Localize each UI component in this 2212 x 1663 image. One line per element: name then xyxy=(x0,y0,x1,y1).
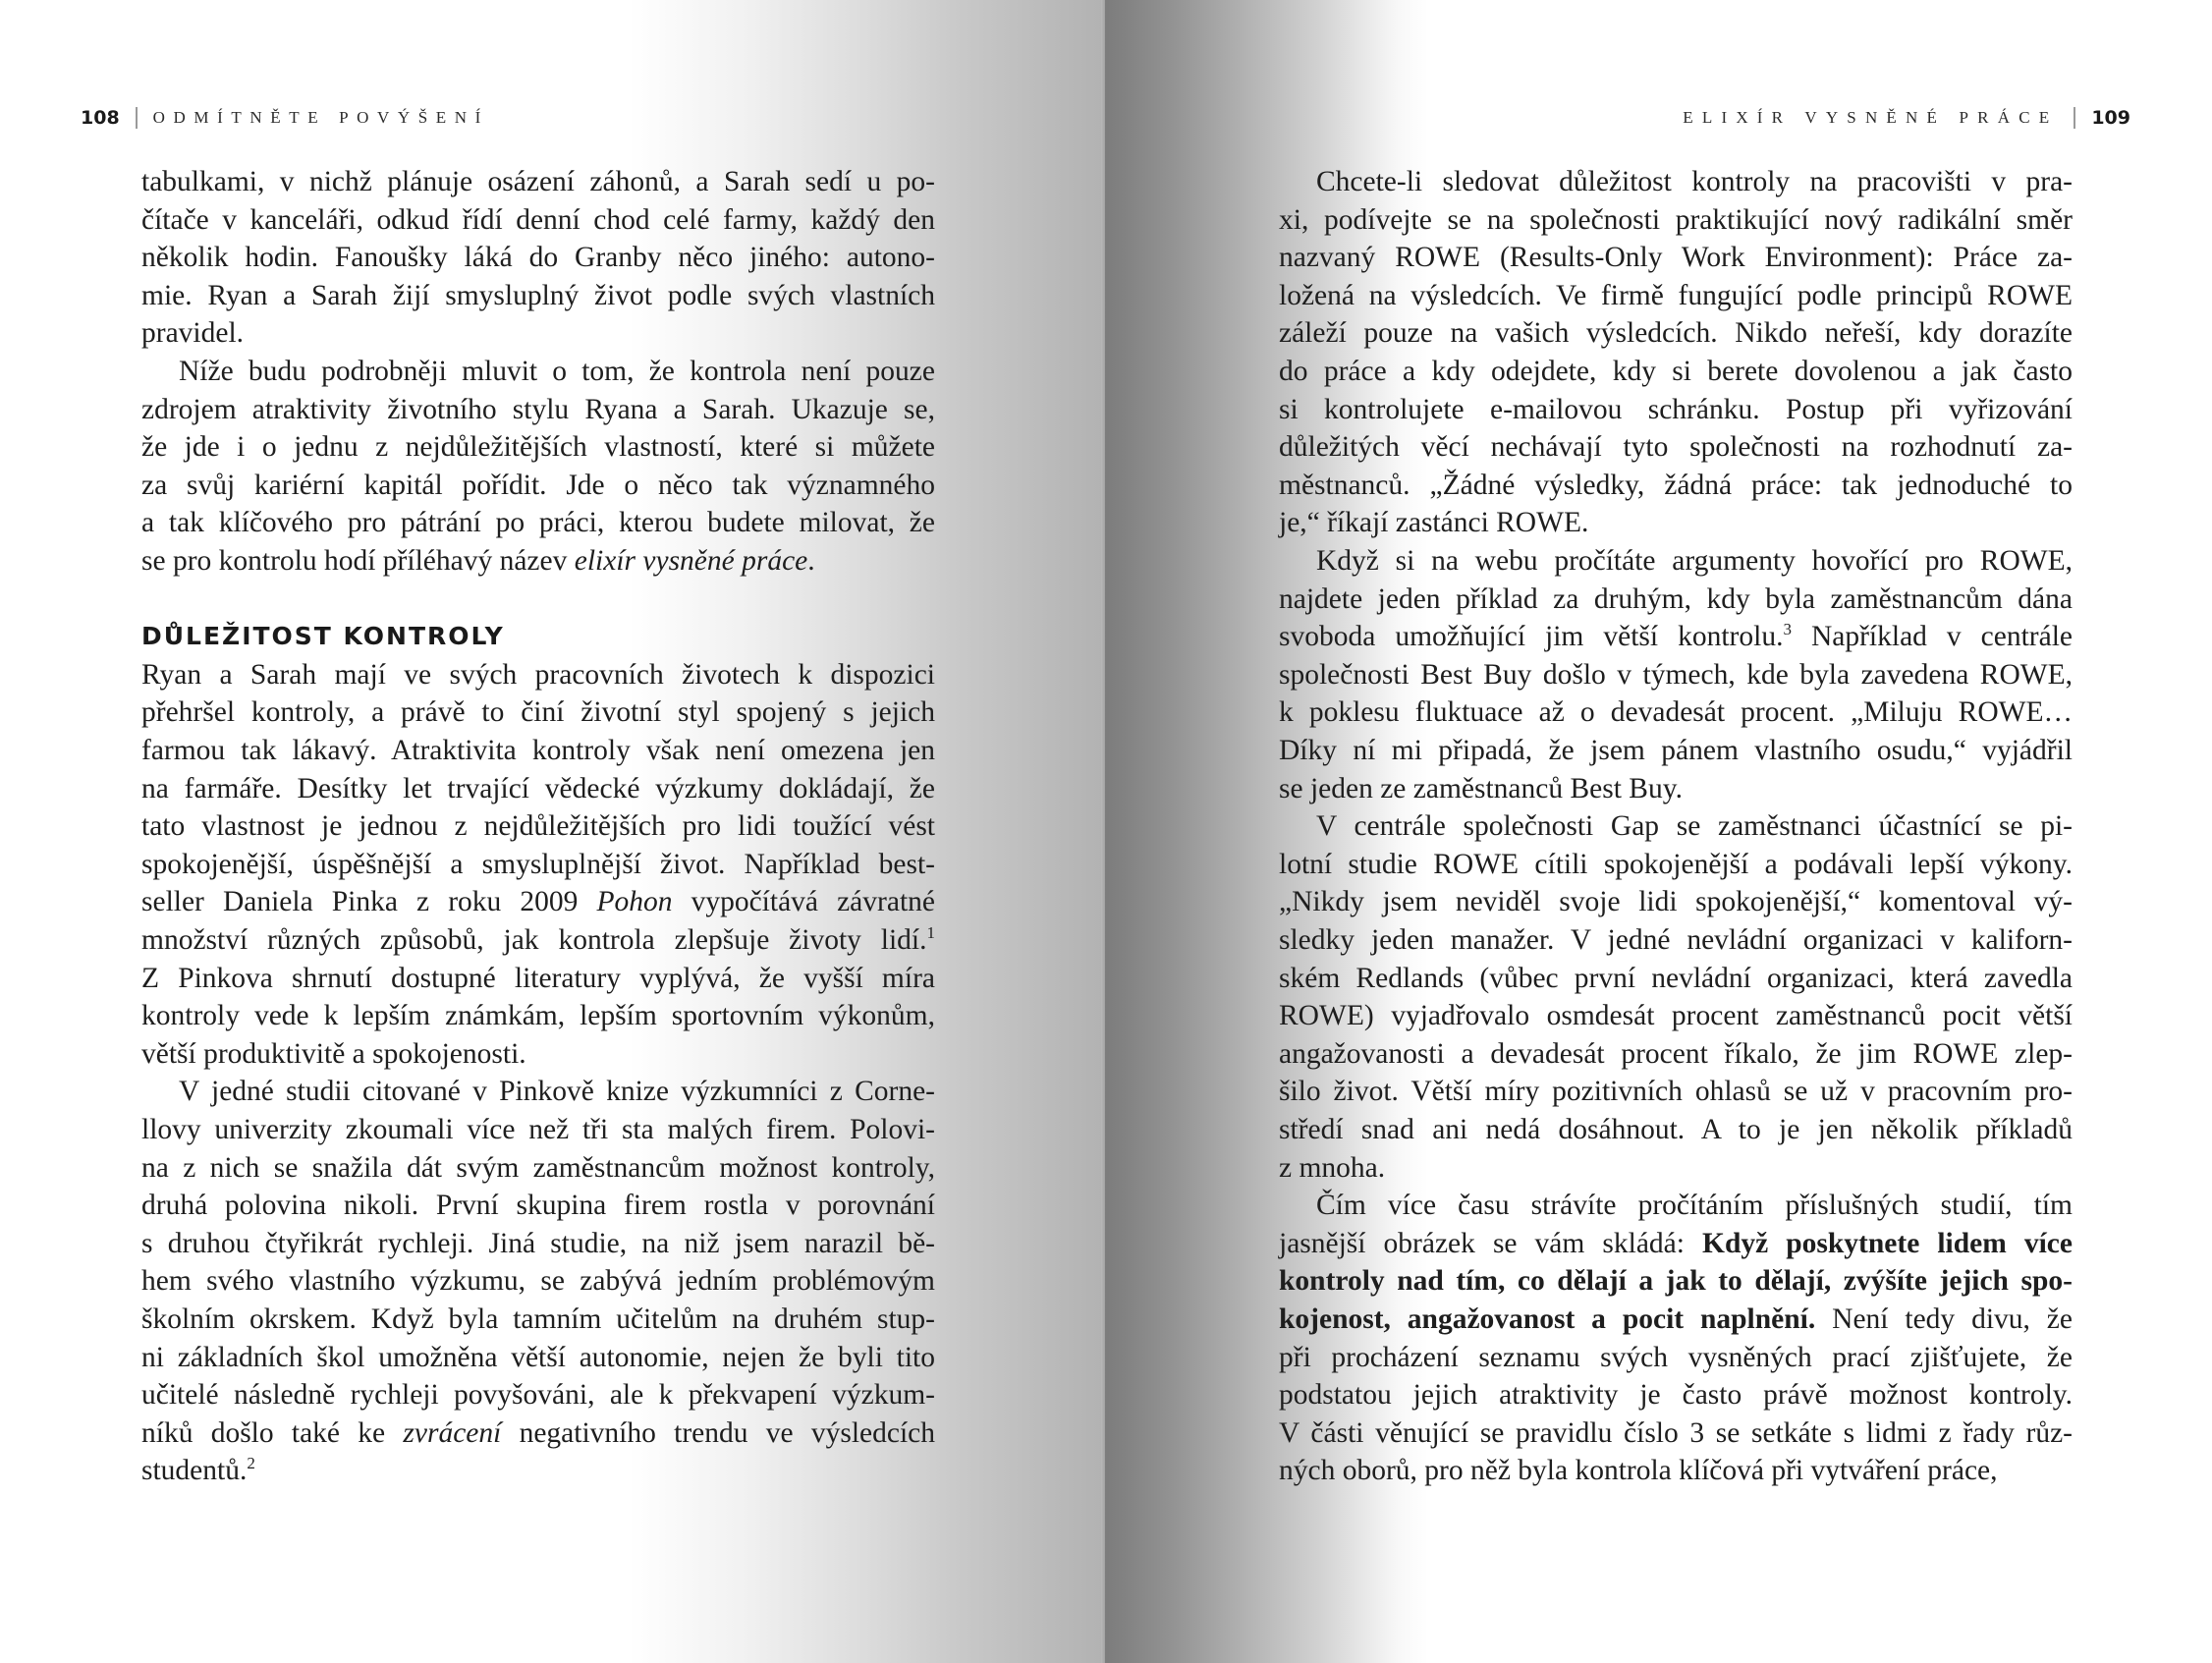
text-line xyxy=(1279,1262,2073,1300)
text-line xyxy=(1279,467,2073,504)
text-line xyxy=(1279,1452,2073,1489)
text-run: spokojenější, úspěšnější a smysluplnější život. Například best- xyxy=(141,848,935,880)
text-line xyxy=(141,1414,935,1452)
text-line xyxy=(1279,1187,2073,1224)
text-line xyxy=(1279,314,2073,352)
text-line xyxy=(1279,732,2073,769)
text-line xyxy=(141,428,935,466)
text-line xyxy=(1279,1111,2073,1148)
text-line xyxy=(1279,504,2073,541)
text-line xyxy=(141,1301,935,1338)
text-line xyxy=(1279,1301,2073,1338)
text-run: . xyxy=(807,545,815,577)
text-run: V části věnující se pravidlu číslo 3 se setkáte s lidmi z řady růz- xyxy=(1279,1416,2073,1449)
bold-text: kontroly nad tím, co dělají a jak to dělají, zvýšíte jejich spo- xyxy=(1279,1265,2073,1298)
text-line xyxy=(141,807,935,845)
text-line xyxy=(1279,921,2073,959)
text-line xyxy=(141,1452,935,1489)
italic-text: elixír vysněné práce xyxy=(574,545,808,577)
text-run: ROWE) vyjadřovalo osmdesát procent zaměstnanců pocit větší xyxy=(1279,1000,2073,1032)
text-line xyxy=(141,353,935,390)
section-heading: DŮLEŽITOST KONTROLY xyxy=(141,622,505,651)
text-line xyxy=(141,201,935,239)
text-run: množství různých způsobů, jak kontrola zlepšuje životy lidí. xyxy=(141,924,927,956)
text-run: angažovanosti a devadesát procent říkalo, že jim ROWE zlep- xyxy=(1279,1037,2073,1070)
text-line xyxy=(1279,960,2073,997)
text-run: „Nikdy jsem neviděl svoje lidi spokojenější,“ komentoval vý- xyxy=(1279,886,2073,918)
right-page-number: 109 xyxy=(2091,107,2130,129)
text-line xyxy=(141,504,935,541)
text-run: hem svého vlastního výzkumu, se zabývá jedním problémovým xyxy=(141,1265,935,1298)
text-run: si kontrolujete e-mailovou schránku. Postup při vyřizování xyxy=(1279,393,2073,425)
bold-text: kojenost, angažovanost a pocit naplnění. xyxy=(1279,1303,1816,1335)
text-line xyxy=(1279,1339,2073,1376)
text-line xyxy=(1279,693,2073,731)
text-run: šilo život. Větší míry pozitivních ohlasů se už v pracovním pro- xyxy=(1279,1076,2073,1108)
text-run: Čím více času strávíte pročítáním příslušných studií, tím xyxy=(1316,1190,2073,1222)
text-run: ložená na výsledcích. Ve firmě fungující podle principů ROWE xyxy=(1279,279,2073,311)
text-line xyxy=(141,1073,935,1110)
text-line xyxy=(141,1149,935,1187)
text-run: ných oborů, pro něž byla kontrola klíčová při vytváření práce, xyxy=(1279,1455,1998,1487)
running-head-divider xyxy=(2074,107,2075,129)
footnote-marker: 3 xyxy=(1783,620,1792,639)
bold-text: Když poskytnete lidem více xyxy=(1702,1227,2073,1259)
text-run: druhá polovina nikoli. První skupina firem rostla v porovnání xyxy=(141,1190,935,1222)
text-run: na z nich se snažila dát svým zaměstnancům možnost kontroly, xyxy=(141,1151,935,1184)
text-run: při procházení seznamu svých vysněných prací zjišťujete, že xyxy=(1279,1341,2073,1373)
left-running-head-title: ODMÍTNĚTE POVÝŠENÍ xyxy=(152,108,489,127)
text-run: na farmáře. Desítky let trvající vědecké výzkumy dokládají, že xyxy=(141,772,935,804)
text-line xyxy=(1279,277,2073,314)
text-run: Není tedy divu, že xyxy=(1815,1303,2073,1335)
text-line xyxy=(141,314,935,352)
text-line xyxy=(1279,239,2073,276)
text-line xyxy=(1279,1225,2073,1262)
text-run: xi, podívejte se na společnosti praktikující nový radikální směr xyxy=(1279,203,2073,236)
text-line xyxy=(1279,997,2073,1034)
text-line xyxy=(141,732,935,769)
text-run: podstatou jejich atraktivity je často právě možnost kontroly. xyxy=(1279,1379,2073,1412)
text-line xyxy=(1279,391,2073,428)
text-run: společnosti Best Buy došlo v týmech, kde byla zavedena ROWE, xyxy=(1279,658,2073,691)
right-page xyxy=(1104,0,2212,1663)
text-run: městnanců. „Žádné výsledky, žádná práce: tak jednoduché to xyxy=(1279,469,2073,501)
text-line xyxy=(141,960,935,997)
text-run: do práce a kdy odejdete, kdy si berete dovolenou a jak často xyxy=(1279,356,2073,387)
text-run: llovy univerzity zkoumali více než tři sta malých firem. Polovi- xyxy=(141,1114,935,1145)
text-run: středí snad ani nedá dosáhnout. A to je jen několik příkladů xyxy=(1279,1114,2073,1145)
right-running-head-title: ELIXÍR VYSNĚNÉ PRÁCE xyxy=(1683,108,2059,127)
text-line xyxy=(141,1187,935,1224)
text-run: Níže budu podrobněji mluvit o tom, že kontrola není pouze xyxy=(179,356,935,387)
text-line xyxy=(141,1262,935,1300)
text-line xyxy=(1279,581,2073,618)
text-run: Například v centrále xyxy=(1791,621,2073,653)
text-run: vypočítává závratné xyxy=(672,886,935,918)
text-line xyxy=(1279,618,2073,655)
text-line xyxy=(141,693,935,731)
italic-text: zvrácení xyxy=(403,1416,502,1449)
text-run: k poklesu fluktuace až o devadesát procent. „Miluju ROWE… xyxy=(1279,696,2073,729)
text-run: že jde i o jednu z nejdůležitějších vlastností, které si můžete xyxy=(141,431,935,464)
text-run: Když si na webu pročítáte argumenty hovořící pro ROWE, xyxy=(1316,545,2073,577)
text-run: negativního trendu ve výsledcích xyxy=(501,1416,935,1449)
text-run: kontroly vede k lepším známkám, lepším sportovním výkonům, xyxy=(141,1000,935,1032)
text-run: farmou tak lákavý. Atraktivita kontroly však není omezena jen xyxy=(141,735,935,766)
text-run: tato vlastnost je jednou z nejdůležitějších pro lidi toužící vést xyxy=(141,810,935,843)
text-run: zdrojem atraktivity životního stylu Ryana a Sarah. Ukazuje se, xyxy=(141,393,935,425)
text-line xyxy=(1279,1073,2073,1110)
text-run: za svůj kariérní kapitál pořídit. Jde o něco tak významného xyxy=(141,469,935,501)
text-line xyxy=(141,163,935,200)
text-line xyxy=(1279,542,2073,580)
text-run: lotní studie ROWE cítili spokojenější a podávali lepší výkony. xyxy=(1279,848,2073,880)
text-run: záleží pouze na vašich výsledcích. Nikdo neřeší, kdy dorazíte xyxy=(1279,317,2073,350)
text-run: níků došlo také ke xyxy=(141,1416,404,1449)
text-run: se pro kontrolu hodí příléhavý název xyxy=(141,545,575,577)
text-run: svoboda umožňující jim větší kontrolu. xyxy=(1279,621,1784,653)
text-line xyxy=(141,1225,935,1262)
left-page xyxy=(0,0,1104,1663)
text-run: mie. Ryan a Sarah žijí smysluplný život podle svých vlastních xyxy=(141,279,935,311)
text-run: čítače v kanceláři, odkud řídí denní chod celé farmy, každý den xyxy=(141,203,935,236)
running-head-divider xyxy=(136,107,138,129)
text-line xyxy=(141,1376,935,1414)
text-line xyxy=(1279,883,2073,920)
text-run: Z Pinkova shrnutí dostupné literatury vyplývá, že vyšší míra xyxy=(141,962,935,994)
left-page-number: 108 xyxy=(81,107,120,129)
text-line xyxy=(141,239,935,276)
text-run: pravidel. xyxy=(141,317,245,350)
text-line xyxy=(1279,1149,2073,1187)
text-run: školním okrskem. Když byla tamním učitelům na druhém stup- xyxy=(141,1303,935,1335)
text-line xyxy=(1279,807,2073,845)
text-line xyxy=(1279,656,2073,693)
italic-text: Pohon xyxy=(596,886,673,918)
text-run: je,“ říkají zastánci ROWE. xyxy=(1279,507,1589,539)
text-line xyxy=(141,883,935,920)
text-run: najdete jeden příklad za druhým, kdy byla zaměstnancům dána xyxy=(1279,582,2073,615)
text-run: jasnější obrázek se vám skládá: xyxy=(1279,1227,1703,1259)
text-run: studentů. xyxy=(141,1455,248,1487)
text-run: učitelé následně rychleji povyšováni, ale k překvapení výzkum- xyxy=(141,1379,935,1412)
text-line xyxy=(141,1035,935,1073)
text-line xyxy=(141,1339,935,1376)
text-line xyxy=(1279,1376,2073,1414)
footnote-marker: 2 xyxy=(247,1454,255,1473)
book-gutter xyxy=(1101,0,1105,1663)
text-line xyxy=(141,770,935,807)
text-line xyxy=(1279,1035,2073,1073)
text-line xyxy=(1279,428,2073,466)
text-run: s druhou čtyřikrát rychleji. Jiná studie, na niž jsem narazil bě- xyxy=(141,1227,935,1259)
text-line xyxy=(141,997,935,1034)
text-run: z mnoha. xyxy=(1279,1151,1386,1184)
text-run: ni základních škol umožněna větší autonomie, nejen že byli tito xyxy=(141,1341,935,1373)
text-line xyxy=(1279,201,2073,239)
footnote-marker: 1 xyxy=(926,923,935,942)
text-line xyxy=(141,467,935,504)
text-line xyxy=(1279,846,2073,883)
text-run: ském Redlands (vůbec první nevládní organizaci, která zavedla xyxy=(1279,962,2073,994)
text-run: seller Daniela Pinka z roku 2009 xyxy=(141,886,597,918)
text-run: se jeden ze zaměstnanců Best Buy. xyxy=(1279,772,1683,804)
text-run: V jedné studii citované v Pinkově knize výzkumníci z Corne- xyxy=(179,1076,935,1108)
text-line xyxy=(141,921,935,959)
text-run: Díky ní mi připadá, že jsem pánem vlastního osudu,“ vyjádřil xyxy=(1279,735,2073,766)
text-run: větší produktivitě a spokojenosti. xyxy=(141,1037,526,1070)
text-line xyxy=(1279,353,2073,390)
text-run: důležitých věcí nechávají tyto společnosti na rozhodnutí za- xyxy=(1279,431,2073,464)
text-run: Ryan a Sarah mají ve svých pracovních životech k dispozici xyxy=(141,658,935,691)
text-line xyxy=(1279,163,2073,200)
text-line xyxy=(141,542,935,580)
text-run: Chcete-li sledovat důležitost kontroly na pracovišti v pra- xyxy=(1316,166,2073,197)
text-line xyxy=(141,1111,935,1148)
text-line xyxy=(141,277,935,314)
text-line xyxy=(141,391,935,428)
left-running-head xyxy=(81,103,489,133)
text-run: a tak klíčového pro pátrání po práci, kterou budete milovat, že xyxy=(141,507,935,539)
text-run: přehršel kontroly, a právě to činí životní styl spojený s jejich xyxy=(141,696,935,729)
text-line xyxy=(1279,1414,2073,1452)
right-running-head xyxy=(1683,103,2130,133)
text-run: nazvaný ROWE (Results-Only Work Environment): Práce za- xyxy=(1279,242,2073,274)
text-run: sledky jeden manažer. V jedné nevládní organizaci v kaliforn- xyxy=(1279,924,2073,956)
text-run: tabulkami, v nichž plánuje osázení záhonů, a Sarah sedí u po- xyxy=(141,166,935,197)
text-line xyxy=(141,846,935,883)
text-line xyxy=(141,656,935,693)
text-line xyxy=(1279,770,2073,807)
text-run: V centrále společnosti Gap se zaměstnanci účastnící se pi- xyxy=(1316,810,2073,843)
text-run: několik hodin. Fanoušky láká do Granby něco jiného: autono- xyxy=(141,242,935,274)
